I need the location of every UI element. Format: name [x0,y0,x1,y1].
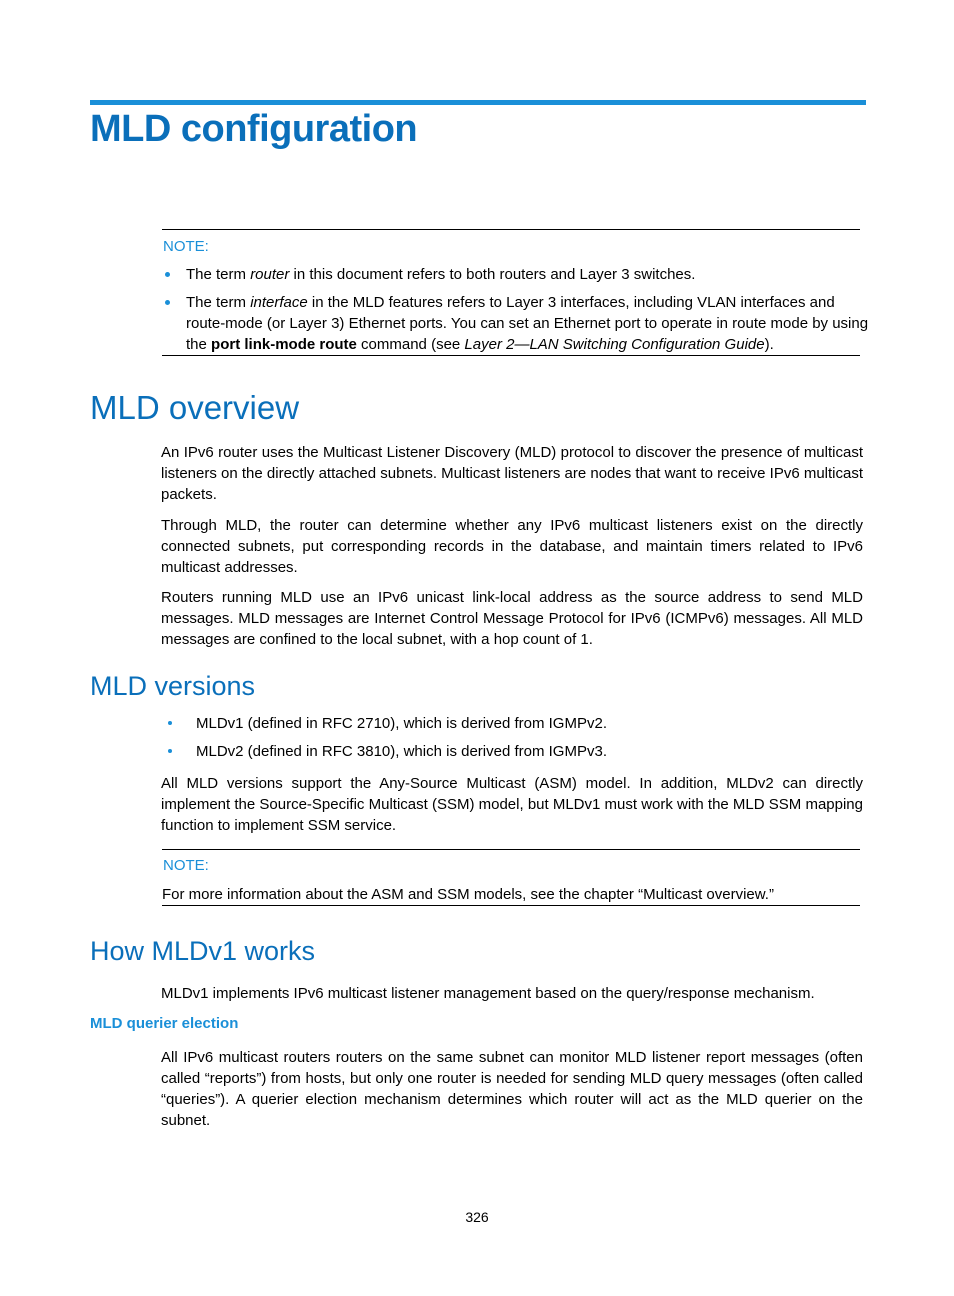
overview-paragraph-2: Through MLD, the router can determine whether any IPv6 multicast listeners exist on the directly connected subnets, put corresponding records in the database, and maintain timers related to IPv6 multicast addresses. [161,517,863,576]
overview-paragraph-3: Routers running MLD use an IPv6 unicast link-local address as the source address to send MLD messages. MLD messages are Internet Control Message Protocol for IPv6 (ICMPv6) messages. All MLD messages are confined to the local subnet, with a hop count of 1. [161,589,863,648]
note-label: NOTE: [163,857,209,874]
note-top-rule [162,229,860,230]
note-bullet-1: The term router in this document refers to both routers and Layer 3 switches. [186,266,696,283]
command-name: port link-mode route [211,336,357,353]
note-top-rule [162,849,860,850]
section-title-overview: MLD overview [90,389,300,426]
note-bullet-2-line-1: The term interface in the MLD features refers to Layer 3 interfaces, including VLAN interfaces and [186,294,835,311]
version-item: MLDv1 (defined in RFC 2710), which is derived from IGMPv2. [196,715,607,732]
versions-paragraph: All MLD versions support the Any-Source Multicast (ASM) model. In addition, MLDv2 can directly implement the Source-Specific Multicast (SSM) model, but MLDv1 must work with the MLD SSM mapping function to implement SSM service. [161,775,863,834]
bullet-dot-icon [168,749,172,753]
note-bottom-rule [162,355,860,356]
bullet-dot-icon [165,272,170,277]
note-bottom-rule [162,905,860,906]
note-label: NOTE: [163,238,209,255]
note-text: For more information about the ASM and SSM models, see the chapter “Multicast overview.” [162,886,774,903]
querier-election-paragraph: All IPv6 multicast routers routers on the same subnet can monitor MLD listener report messages (often called “reports”) from hosts, but only one router is needed for sending MLD query messages (often called “queries”). A querier election mechanism determines which router will act as the MLD querier on the subnet. [161,1049,863,1129]
note-bullet-2-line-2: route-mode (or Layer 3) Ethernet ports. You can set an Ethernet port to operate in route mode by using [186,315,869,332]
section-title-mldv1: How MLDv1 works [90,936,316,966]
bullet-dot-icon [165,300,170,305]
note-bullet-2-line-3: the port link-mode route command (see Layer 2—LAN Switching Configuration Guide). [186,336,774,353]
guide-reference: Layer 2—LAN Switching Configuration Guide [464,336,765,353]
subsection-title-querier-election: MLD querier election [90,1015,239,1032]
page-number: 326 [465,1209,489,1225]
version-item: MLDv2 (defined in RFC 3810), which is derived from IGMPv3. [196,743,607,760]
overview-paragraph-1: An IPv6 router uses the Multicast Listener Discovery (MLD) protocol to discover the presence of multicast listeners on the directly attached subnets. Multicast listeners are nodes that want to receive IPv6 multicast packets. [161,444,864,503]
chapter-title: MLD configuration [90,108,418,150]
section-title-versions: MLD versions [90,671,256,701]
chapter-top-rule [90,100,866,105]
mldv1-paragraph: MLDv1 implements IPv6 multicast listener management based on the query/response mechanism. [161,985,815,1002]
bullet-dot-icon [168,721,172,725]
